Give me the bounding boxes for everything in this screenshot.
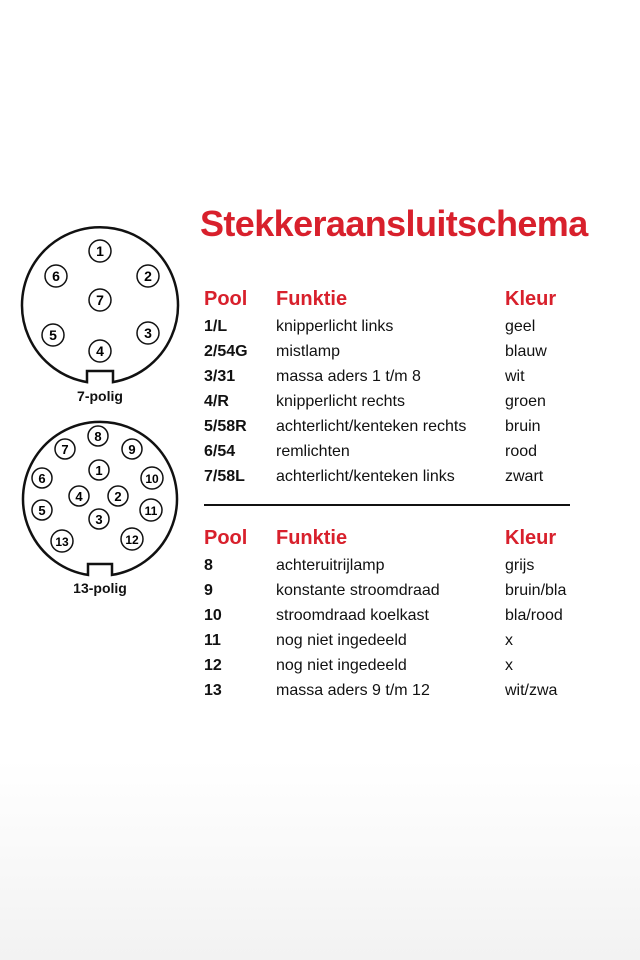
column-header-pool: Pool <box>204 288 248 310</box>
connector-13-pin-drawing <box>20 424 180 584</box>
cell-pool: 8 <box>204 557 213 574</box>
pin-table-7-pin <box>204 284 584 489</box>
pin-12 <box>121 528 143 550</box>
pin-7 <box>55 439 75 459</box>
table-row <box>204 653 584 678</box>
pin-11-label: 11 <box>144 504 158 518</box>
table-header-row <box>204 284 584 314</box>
pin-5-label: 5 <box>38 503 46 518</box>
connector-13-pin <box>20 424 180 584</box>
table-row <box>204 578 584 603</box>
column-header-kleur: Kleur <box>505 527 557 549</box>
pin-4-label: 4 <box>75 489 83 504</box>
table-row <box>204 464 584 489</box>
table-row <box>204 414 584 439</box>
connector-7-pin-drawing <box>20 230 180 390</box>
cell-kleur: geel <box>505 318 536 335</box>
pin-1-label: 1 <box>96 243 104 259</box>
cell-pool: 12 <box>204 657 222 674</box>
pin-1 <box>89 460 109 480</box>
pin-5 <box>32 500 52 520</box>
cell-pool: 4/R <box>204 393 229 410</box>
cell-kleur: grijs <box>505 557 535 574</box>
pin-4 <box>89 340 111 362</box>
pin-table-13-pin <box>204 523 584 703</box>
cell-funktie: achterlicht/kenteken links <box>276 468 455 485</box>
cell-pool: 3/31 <box>204 368 236 385</box>
pin-9-label: 9 <box>128 442 136 457</box>
cell-kleur: wit <box>505 368 525 385</box>
pin-6 <box>45 265 67 287</box>
cell-kleur: x <box>505 632 513 649</box>
cell-funktie: knipperlicht rechts <box>276 393 405 410</box>
pin-6 <box>32 468 52 488</box>
cell-pool: 7/58L <box>204 468 245 485</box>
column-header-pool: Pool <box>204 527 248 549</box>
cell-funktie: nog niet ingedeeld <box>276 632 407 649</box>
pin-4 <box>69 486 89 506</box>
pin-2 <box>137 265 159 287</box>
cell-kleur: zwart <box>505 468 544 485</box>
table-divider <box>204 504 570 506</box>
cell-funktie: remlichten <box>276 443 350 460</box>
cell-pool: 5/58R <box>204 418 247 435</box>
table-row <box>204 553 584 578</box>
cell-funktie: achterlicht/kenteken rechts <box>276 418 467 435</box>
cell-funktie: massa aders 9 t/m 12 <box>276 682 430 699</box>
pin-1-label: 1 <box>95 463 103 478</box>
pin-1 <box>89 240 111 262</box>
cell-kleur: x <box>505 657 513 674</box>
pin-6-label: 6 <box>38 471 46 486</box>
pin-13-label: 13 <box>55 535 69 549</box>
pin-3-label: 3 <box>144 325 152 341</box>
cell-funktie: nog niet ingedeeld <box>276 657 407 674</box>
page-title: Stekkeraansluitschema <box>200 203 588 244</box>
pin-5-label: 5 <box>49 327 57 343</box>
cell-funktie: knipperlicht links <box>276 318 394 335</box>
cell-funktie: achteruitrijlamp <box>276 557 385 574</box>
cell-kleur: blauw <box>505 343 547 360</box>
table-row <box>204 628 584 653</box>
cell-kleur: rood <box>505 443 538 460</box>
cell-kleur: wit/zwa <box>505 682 558 699</box>
cell-funktie: stroomdraad koelkast <box>276 607 429 624</box>
column-header-funktie: Funktie <box>276 288 348 310</box>
column-header-funktie: Funktie <box>276 527 348 549</box>
pin-7-label: 7 <box>96 292 104 308</box>
cell-pool: 11 <box>204 632 221 649</box>
cell-pool: 6/54 <box>204 443 236 460</box>
cell-pool: 13 <box>204 682 222 699</box>
pin-10 <box>141 467 163 489</box>
cell-kleur: bruin/bla <box>505 582 567 599</box>
pin-5 <box>42 324 64 346</box>
table-row <box>204 339 584 364</box>
cell-funktie: konstante stroomdraad <box>276 582 440 599</box>
connector-7-pin-label: 7-polig <box>77 388 123 404</box>
table-header-row <box>204 523 584 553</box>
cell-kleur: bruin <box>505 418 541 435</box>
cell-funktie: mistlamp <box>276 343 341 360</box>
pin-13 <box>51 530 73 552</box>
pin-2-label: 2 <box>114 489 122 504</box>
cell-funktie: massa aders 1 t/m 8 <box>276 368 421 385</box>
cell-kleur: groen <box>505 393 546 410</box>
table-row <box>204 603 584 628</box>
cell-kleur: bla/rood <box>505 607 563 624</box>
pin-3 <box>89 509 109 529</box>
pin-8 <box>88 426 108 446</box>
pin-6-label: 6 <box>52 268 60 284</box>
pin-11 <box>140 499 162 521</box>
table-row <box>204 364 584 389</box>
table-row <box>204 439 584 464</box>
column-header-kleur: Kleur <box>505 288 557 310</box>
pin-7 <box>89 289 111 311</box>
cell-pool: 10 <box>204 607 222 624</box>
pin-3-label: 3 <box>95 512 103 527</box>
pin-10-label: 10 <box>145 472 159 486</box>
cell-pool: 9 <box>204 582 213 599</box>
pin-3 <box>137 322 159 344</box>
pin-12-label: 12 <box>125 533 139 547</box>
connector-13-pin-label: 13-polig <box>73 580 127 596</box>
pin-9 <box>122 439 142 459</box>
cell-pool: 2/54G <box>204 343 248 360</box>
table-row <box>204 314 584 339</box>
table-row <box>204 678 584 703</box>
pin-2 <box>108 486 128 506</box>
connector-7-pin <box>20 230 180 390</box>
table-row <box>204 389 584 414</box>
cell-pool: 1/L <box>204 318 228 335</box>
pin-7-label: 7 <box>61 442 69 457</box>
pin-8-label: 8 <box>94 429 102 444</box>
pin-4-label: 4 <box>96 343 104 359</box>
pin-2-label: 2 <box>144 268 152 284</box>
